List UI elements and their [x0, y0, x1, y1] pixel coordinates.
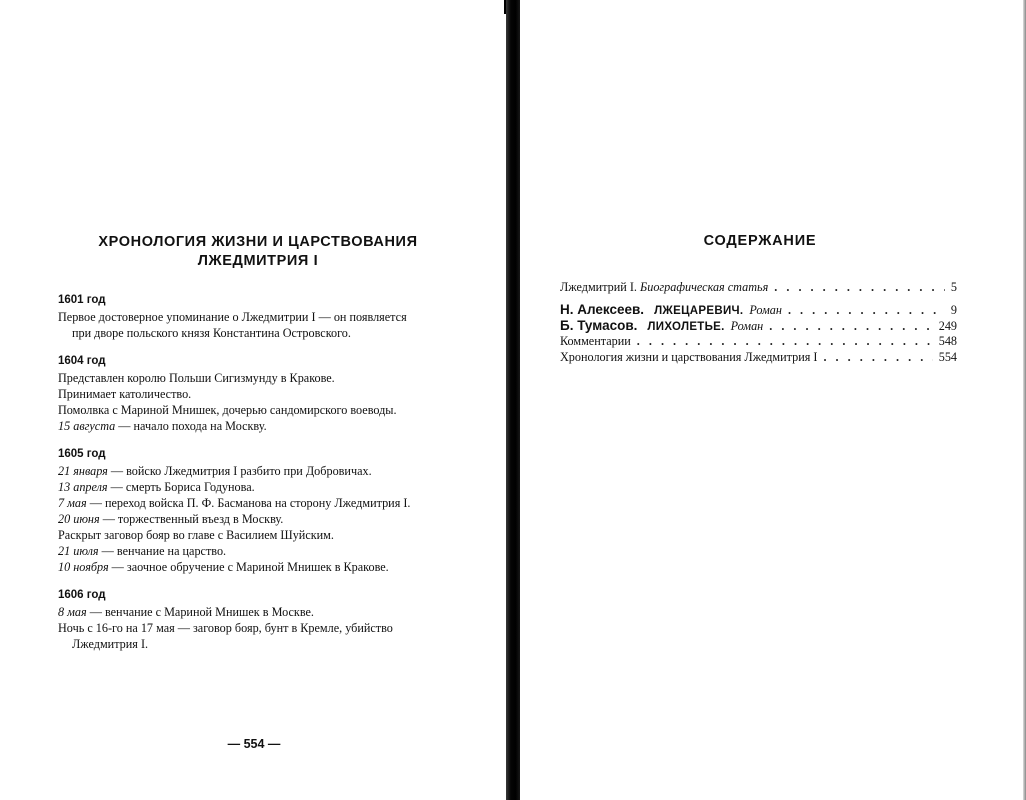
toc-entry-text [560, 302, 782, 318]
event-text: Раскрыт заговор бояр во главе с Василием Шуйским. [58, 528, 334, 542]
toc-leader-dots [823, 350, 932, 365]
event-entry [58, 309, 458, 341]
toc-entry-text [560, 318, 763, 334]
event-entry [58, 386, 458, 402]
chronology-list [58, 292, 458, 664]
chronology-title [40, 233, 476, 271]
toc-entry-title: Комментарии [560, 334, 631, 348]
event-entry [58, 620, 458, 652]
toc-page-number: 548 [938, 334, 957, 348]
event-entry [58, 418, 458, 434]
year-heading: 1606 год [58, 589, 106, 601]
event-text: — начало похода на Москву. [115, 419, 267, 433]
toc-entry-commentary[interactable] [560, 334, 957, 350]
event-text: — войско Лжедмитрия I разбито при Добровичах. [107, 464, 372, 478]
page-number: — 554 — [227, 737, 281, 751]
toc-author: Б. Тумасов. [560, 318, 638, 333]
year-heading: 1601 год [58, 294, 106, 306]
chronology-title-line2: ЛЖЕДМИТРИЯ I [197, 253, 319, 269]
event-entry [58, 402, 458, 418]
event-text-continuation: при дворе польского князя Константина Островского. [72, 326, 351, 340]
event-text: — смерть Бориса Годунова. [107, 480, 255, 494]
event-date: 15 августа [58, 419, 116, 433]
event-text: Принимает католичество. [58, 387, 192, 401]
event-text: Ночь с 16-го на 17 мая — заговор бояр, бунт в Кремле, убийство [58, 621, 393, 635]
toc-entry-chronology[interactable] [560, 350, 957, 366]
table-of-contents [560, 280, 957, 366]
year-block-1605 [58, 446, 458, 575]
right-page [520, 0, 1026, 800]
toc-entry-biography[interactable] [560, 280, 957, 296]
toc-entry-lzhetsarevich[interactable] [560, 302, 957, 318]
chronology-title-line1: ХРОНОЛОГИЯ ЖИЗНИ И ЦАРСТВОВАНИЯ [98, 234, 418, 250]
toc-work-title: ЛИХОЛЕТЬЕ. [647, 321, 725, 333]
toc-page-number: 9 [950, 303, 957, 317]
event-entry [58, 559, 458, 575]
event-entry [58, 463, 458, 479]
event-text: — заочное обручение с Мариной Мнишек в Кракове. [108, 560, 389, 574]
event-date: 20 июня [58, 512, 100, 526]
event-text: — переход войска П. Ф. Басманова на сторону Лжедмитрия I. [86, 496, 411, 510]
toc-entry-subtitle: Биографическая статья [640, 280, 769, 294]
toc-entry-text [560, 280, 768, 295]
event-entry [58, 479, 458, 495]
event-date: 7 мая [58, 496, 87, 510]
event-entry [58, 370, 458, 386]
event-text: — торжественный въезд в Москву. [99, 512, 284, 526]
event-date: 21 января [58, 464, 108, 478]
toc-leader-dots [769, 319, 933, 334]
event-text: Первое достоверное упоминание о Лжедмитрии I — он появляется [58, 310, 407, 324]
toc-leader-dots [774, 280, 945, 295]
toc-leader-dots [637, 334, 933, 349]
year-heading: 1605 год [58, 448, 106, 460]
toc-author: Н. Алексеев. [560, 302, 645, 317]
year-block-1601 [58, 292, 458, 341]
event-date: 21 июля [58, 544, 99, 558]
year-heading: 1604 год [58, 355, 106, 367]
year-block-1604 [58, 353, 458, 434]
event-date: 10 ноября [58, 560, 109, 574]
toc-page-number: 249 [938, 319, 957, 333]
toc-entry-title: Лжедмитрий I. [560, 280, 637, 294]
toc-page-number: 554 [938, 350, 957, 364]
event-entry [58, 511, 458, 527]
contents-title: СОДЕРЖАНИЕ [703, 233, 817, 249]
toc-page-number: 5 [950, 280, 957, 294]
toc-work-title: ЛЖЕЦАРЕВИЧ. [654, 305, 744, 317]
event-date: 13 апреля [58, 480, 108, 494]
event-entry [58, 495, 458, 511]
toc-entry-likholetie[interactable] [560, 318, 957, 334]
event-text-continuation: Лжедмитрия I. [72, 637, 149, 651]
left-page [0, 0, 508, 800]
toc-genre: Роман [749, 303, 782, 317]
event-entry [58, 527, 458, 543]
event-text: — венчание на царство. [98, 544, 227, 558]
event-text: Помолвка с Мариной Мнишек, дочерью сандомирского воеводы. [58, 403, 397, 417]
event-date: 8 мая [58, 605, 87, 619]
toc-leader-dots [788, 303, 945, 318]
event-entry [58, 543, 458, 559]
event-text: — венчание с Мариной Мнишек в Москве. [86, 605, 314, 619]
toc-genre: Роман [730, 319, 764, 333]
event-entry [58, 604, 458, 620]
toc-entry-title: Хронология жизни и царствования Лжедмитрия I [560, 350, 818, 364]
year-block-1606 [58, 587, 458, 652]
event-text: Представлен королю Польши Сигизмунду в Кракове. [58, 371, 335, 385]
